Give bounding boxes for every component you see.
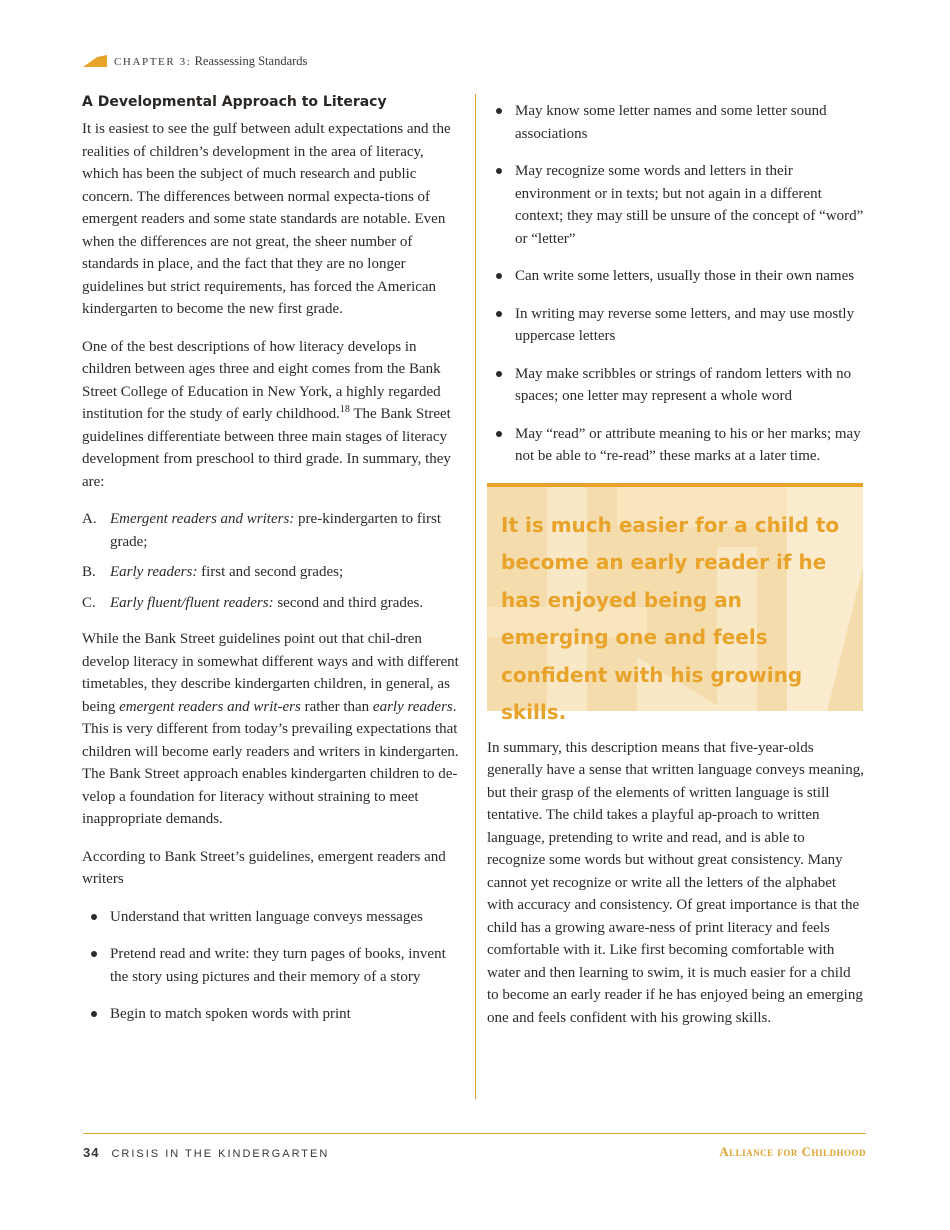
stage-text: second and third grades.: [273, 594, 424, 611]
list-item-text: Understand that written language conveys messages: [110, 908, 423, 925]
stage-item: [82, 592, 460, 615]
stage-letter: C.: [82, 594, 96, 611]
bullet-icon: [487, 423, 515, 468]
list-item-text: In writing may reverse some letters, and may use mostly uppercase letters: [515, 305, 855, 344]
stage-item: [82, 508, 460, 553]
list-item: [487, 303, 865, 348]
stage-label: Early fluent/fluent readers:: [110, 594, 274, 611]
paragraph-3-emphasis-1: emergent readers and writ-ers: [119, 698, 301, 715]
stage-letter: B.: [82, 564, 96, 580]
footer-left: [83, 1145, 329, 1160]
paragraph-2-start: One of the best descriptions of how literacy develops in children between ages three and eight comes from the Bank Street College of Education in New York, a highly regarded institution for the study of early childhood.: [82, 338, 441, 422]
bullet-icon: [82, 906, 110, 929]
left-bullet-list: [82, 906, 460, 1026]
stage-text: first and second grades;: [197, 564, 344, 580]
page-number: 34: [83, 1145, 100, 1160]
footnote-ref: 18: [339, 404, 350, 415]
stage-label: Early readers:: [110, 564, 198, 580]
bullet-icon: [82, 1003, 110, 1026]
bullet-icon: [82, 943, 110, 988]
running-header: [83, 53, 307, 69]
column-divider: [475, 94, 476, 1099]
header-title: Reassessing Standards: [194, 53, 308, 68]
list-item-text: May “read” or attribute meaning to his or her marks; may not be able to “re-read” these marks at a later time.: [515, 425, 861, 464]
stages-list: [82, 508, 460, 614]
list-item-text: May make scribbles or strings of random letters with no spaces; one letter may represent a whole word: [515, 365, 852, 404]
bullet-icon: [487, 303, 515, 348]
paragraph-3: [82, 628, 460, 831]
book-title: CRISIS IN THE KINDERGARTEN: [111, 1148, 330, 1160]
list-item: [487, 265, 865, 288]
paragraph-3-b: rather than: [300, 698, 373, 715]
bullet-icon: [487, 363, 515, 408]
right-bullet-list: [487, 100, 865, 468]
footer-rule: [83, 1133, 866, 1134]
paragraph-3-a: While the Bank Street guidelines point out that chil-dren develop literacy in somewhat different ways and with different timetables, they describe kindergarten children, in general, as being: [82, 631, 459, 715]
list-item-text: Begin to match spoken words with print: [110, 1006, 351, 1022]
list-item: [82, 943, 460, 988]
paragraph-1: It is easiest to see the gulf between adult expectations and the realities of children’s development in the area of literacy, which has been the subject of much research and public concern. The differences between normal expecta-tions of emergent readers and some state standards are notable. Even when the differences are not great, the sheer number of standards in place, and the fact that they are no longer guidelines but strict requirements, has forced the American kindergarten to become the new first grade.: [82, 121, 451, 317]
summary-paragraph: In summary, this description means that five-year-olds generally have a sense that written language conveys meaning, but their grasp of the elements of written language is still tentative. The child takes a playful ap-proach to written language, pretending to write and read, and is able to recognize some words but without great consistency. Many cannot yet recognize or write all the letters of the alphabet with accuracy and consistency. Of great importance is that the child has a growing aware-ness of print literacy and feels comfortable with it. Like first becoming comfortable with water and then learning to swim, it is much easier for a child to become an early reader if he has enjoyed being an emerging one and feels confident with his growing skills.: [487, 739, 864, 1026]
list-item-text: May recognize some words and letters in their environment or in texts; but not again in a different context; they may still be unsure of the concept of “word” or “letter”: [515, 163, 864, 247]
stage-letter: A.: [82, 511, 97, 527]
stage-label: Emergent readers and writers:: [110, 511, 295, 527]
left-column: [82, 92, 460, 1041]
list-item: [487, 100, 865, 145]
paragraph-3-emphasis-2: early readers: [372, 698, 453, 715]
list-item-text: May know some letter names and some letter sound associations: [515, 103, 827, 142]
list-item-text: Pretend read and write: they turn pages of books, invent the story using pictures and their memory of a story: [110, 946, 446, 985]
paragraph-2-end: The Bank Street guidelines differentiate between three main stages of literacy development from preschool to third grade. In summary, they are:: [82, 406, 451, 490]
bullet-icon: [487, 265, 515, 288]
list-item-text: Can write some letters, usually those in their own names: [515, 268, 855, 284]
paragraph-4: According to Bank Street’s guidelines, emergent readers and writers: [82, 848, 446, 887]
list-item: [487, 363, 865, 408]
list-item: [487, 423, 865, 468]
pull-quote-text: It is much easier for a child to become an early reader if he has enjoyed being an emerging one and feels confident with his growing skills.: [501, 512, 840, 724]
list-item: [487, 160, 865, 250]
chapter-marker-icon: [83, 55, 107, 67]
paragraph-2: [82, 336, 460, 494]
section-heading: A Developmental Approach to Literacy: [82, 94, 387, 110]
bullet-icon: [487, 100, 515, 145]
publisher-name: Alliance for Childhood: [719, 1144, 866, 1159]
stage-text: pre-kindergarten to first grade;: [110, 511, 442, 550]
list-item: [82, 906, 460, 929]
bullet-icon: [487, 160, 515, 250]
header-chapter: CHAPTER 3:: [114, 55, 192, 68]
header-text: [114, 54, 307, 69]
paragraph-3-c: . This is very different from today’s prevailing expectations that children will become early readers and writers in kindergarten. The Bank Street approach enables kindergarten children to de-velop a foundation for literacy without straining to meet inappropriate demands.: [82, 698, 459, 827]
right-column: [487, 100, 865, 1044]
list-item: [82, 1003, 460, 1026]
pull-quote-box: [487, 483, 863, 724]
stage-item: [82, 561, 460, 584]
